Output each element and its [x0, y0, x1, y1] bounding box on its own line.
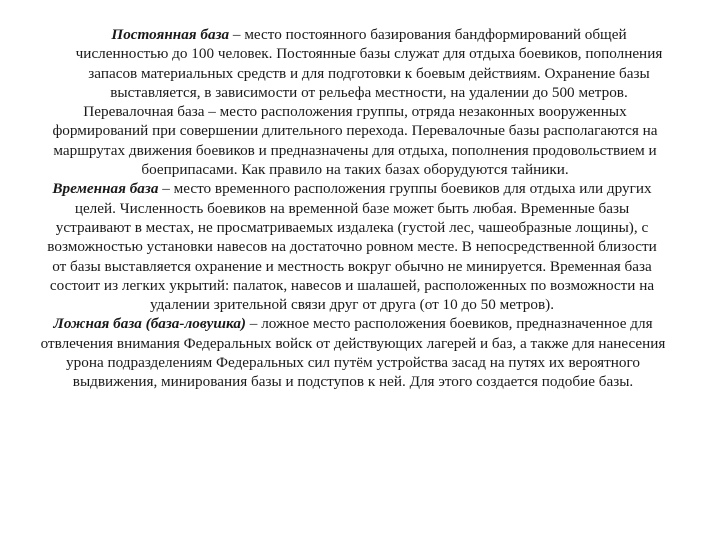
paragraph-decoy-base [28, 314, 692, 391]
definition-transit-base: Перевалочная база – место расположения группы, отряда незаконных вооруженных формирований при совершении длительного перехода. Перевалочные базы располагаются на маршрутах движения боевиков и предназначены для отдыха, пополнения продовольствием и боеприпасами. Как правило на таких базах оборудуются тайники. [52, 103, 658, 179]
term-decoy-base: Ложная база (база-ловушка) [53, 315, 246, 333]
paragraph-permanent-base [28, 25, 692, 102]
paragraph-transit-base [28, 102, 692, 179]
definition-temporary-base: – место временного расположения группы боевиков для отдыха или других целей. Численность боевиков на временной базе может быть любая. Временные базы устраивают в местах, не просматриваемых издалека (густой лес, чашеобразные лощины), с возможностью установки навесов на достаточно ровном месте. В непосредственной близости от базы выставляется охранение и местность вокруг обычно не минируется. Временная база состоит из легких укрытий: палаток, навесов и шалашей, расположенных по возможности на удалении зрительной связи друг от друга (от 10 до 50 метров). [47, 180, 657, 314]
paragraph-temporary-base [28, 179, 692, 314]
definition-decoy-base: – ложное место расположения боевиков, предназначенное для отвлечения внимания Федеральных войск от действующих лагерей и баз, а также для нанесения урона подразделениям Федеральных сил путём устройства засад на путях их вероятного выдвижения, минирования базы и подступов к ней. Для этого создается подобие базы. [40, 315, 666, 391]
term-permanent-base: Постоянная база [111, 26, 230, 43]
definition-permanent-base: – место постоянного базирования бандформирований общей численностью до 100 человек. Постоянные базы служат для отдыха боевиков, пополнения запасов материальных средств и для подготовки к боевым действиям. Охранение базы выставляется, в зависимости от рельефа местности, на удалении до 500 метров. [75, 26, 663, 101]
term-temporary-base: Временная база [52, 180, 159, 198]
